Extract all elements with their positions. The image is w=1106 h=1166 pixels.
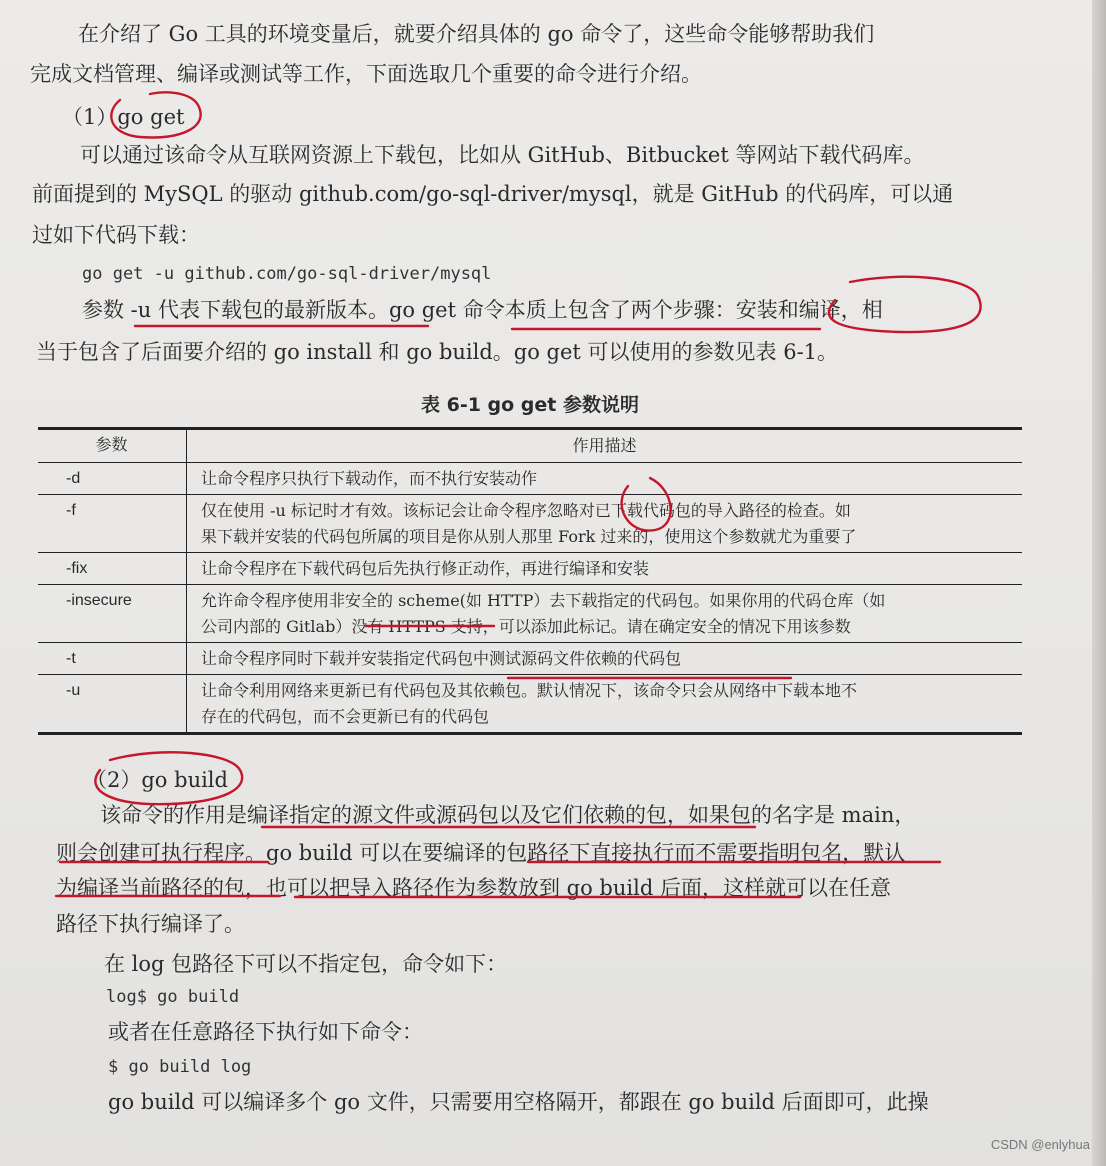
description-line1: 让命令程序只执行下载动作，而不执行安装动作 [201,469,538,488]
para-go-get-line1: 可以通过该命令从互联网资源上下载包，比如从 GitHub、Bitbucket 等网站下载代码库。 [80,143,925,167]
description-cell [187,463,1023,495]
watermark: CSDN @enlyhua [990,1137,1090,1152]
code-log-build: log$ go build [106,987,240,1007]
description-line1: 允许命令程序使用非安全的 scheme(如 HTTP）去下载指定的代码包。如果你用的代码仓库（如 [201,591,886,610]
description-cell [187,553,1023,585]
header-param: 参数 [38,429,187,463]
table-row [38,585,1022,643]
para-go-build-line3: 为编译当前路径的包，也可以把导入路径作为参数放到 go build 后面，这样就可以在任意 [56,876,891,900]
para-go-get-line3: 过如下代码下载： [32,223,200,247]
para-u-flag-line2: 当于包含了后面要介绍的 go install 和 go build。go get 可以使用的参数见表 6-1。 [36,340,839,364]
para-multi-files: go build 可以编译多个 go 文件，只需要用空格隔开，都跟在 go build 后面即可，此操 [108,1090,929,1114]
para-go-build-line1: 该命令的作用是编译指定的源文件或源码包以及它们依赖的包，如果包的名字是 main， [100,803,916,827]
param-cell: -u [38,675,187,734]
section-heading-go-build: （2）go build [86,768,228,792]
description-cell [187,495,1023,553]
code-go-get: go get -u github.com/go-sql-driver/mysql [82,264,492,284]
para-u-flag-line1: 参数 -u 代表下载包的最新版本。go get 命令本质上包含了两个步骤：安装和编译，相 [82,298,883,322]
description-cell [187,643,1023,675]
description-cell [187,675,1023,734]
description-line1: 让命令程序在下载代码包后先执行修正动作，再进行编译和安装 [201,559,650,578]
para-log-path: 在 log 包路径下可以不指定包，命令如下： [104,952,508,976]
params-table [38,427,1022,735]
param-cell: -f [38,495,187,553]
table-header-row [38,429,1022,463]
description-line2: 果下载并安装的代码包所属的项目是你从别人那里 Fork 过来的，使用这个参数就尤为重要了 [201,527,857,546]
description-cell [187,585,1023,643]
table-row [38,643,1022,675]
param-cell: -t [38,643,187,675]
table-row [38,675,1022,734]
param-cell: -fix [38,553,187,585]
para-intro-line2: 完成文档管理、编译或测试等工作，下面选取几个重要的命令进行介绍。 [30,62,702,86]
section-heading-go-get: （1）go get [62,105,185,129]
para-go-build-line2: 则会创建可执行程序。go build 可以在要编译的包路径下直接执行而不需要指明包名，默认 [56,841,906,865]
table-row [38,463,1022,495]
description-line1: 仅在使用 -u 标记时才有效。该标记会让命令程序忽略对已下载代码包的导入路径的检查。如 [201,501,851,520]
page-edge [1092,0,1106,1166]
code-build-log: $ go build log [108,1057,252,1077]
description-line2: 公司内部的 Gitlab）没有 HTTPS 支持，可以添加此标记。请在确定安全的情况下用该参数 [201,617,851,636]
para-go-get-line2: 前面提到的 MySQL 的驱动 github.com/go-sql-driver/mysql，就是 GitHub 的代码库，可以通 [32,182,954,206]
para-any-path: 或者在任意路径下执行如下命令： [108,1020,423,1044]
table-caption: 表 6-1 go get 参数说明 [420,394,639,416]
table-row [38,495,1022,553]
description-line2: 存在的代码包，而不会更新已有的代码包 [201,707,490,726]
description-line1: 让命令程序同时下载并安装指定代码包中测试源码文件依赖的代码包 [201,649,682,668]
header-description: 作用描述 [187,429,1023,463]
para-intro-line1: 在介绍了 Go 工具的环境变量后，就要介绍具体的 go 命令了，这些命令能够帮助我们 [78,22,875,46]
table-row [38,553,1022,585]
para-go-build-line4: 路径下执行编译了。 [56,912,245,936]
param-cell: -d [38,463,187,495]
param-cell: -insecure [38,585,187,643]
description-line1: 让命令利用网络来更新已有代码包及其依赖包。默认情况下，该命令只会从网络中下载本地不 [201,681,858,700]
